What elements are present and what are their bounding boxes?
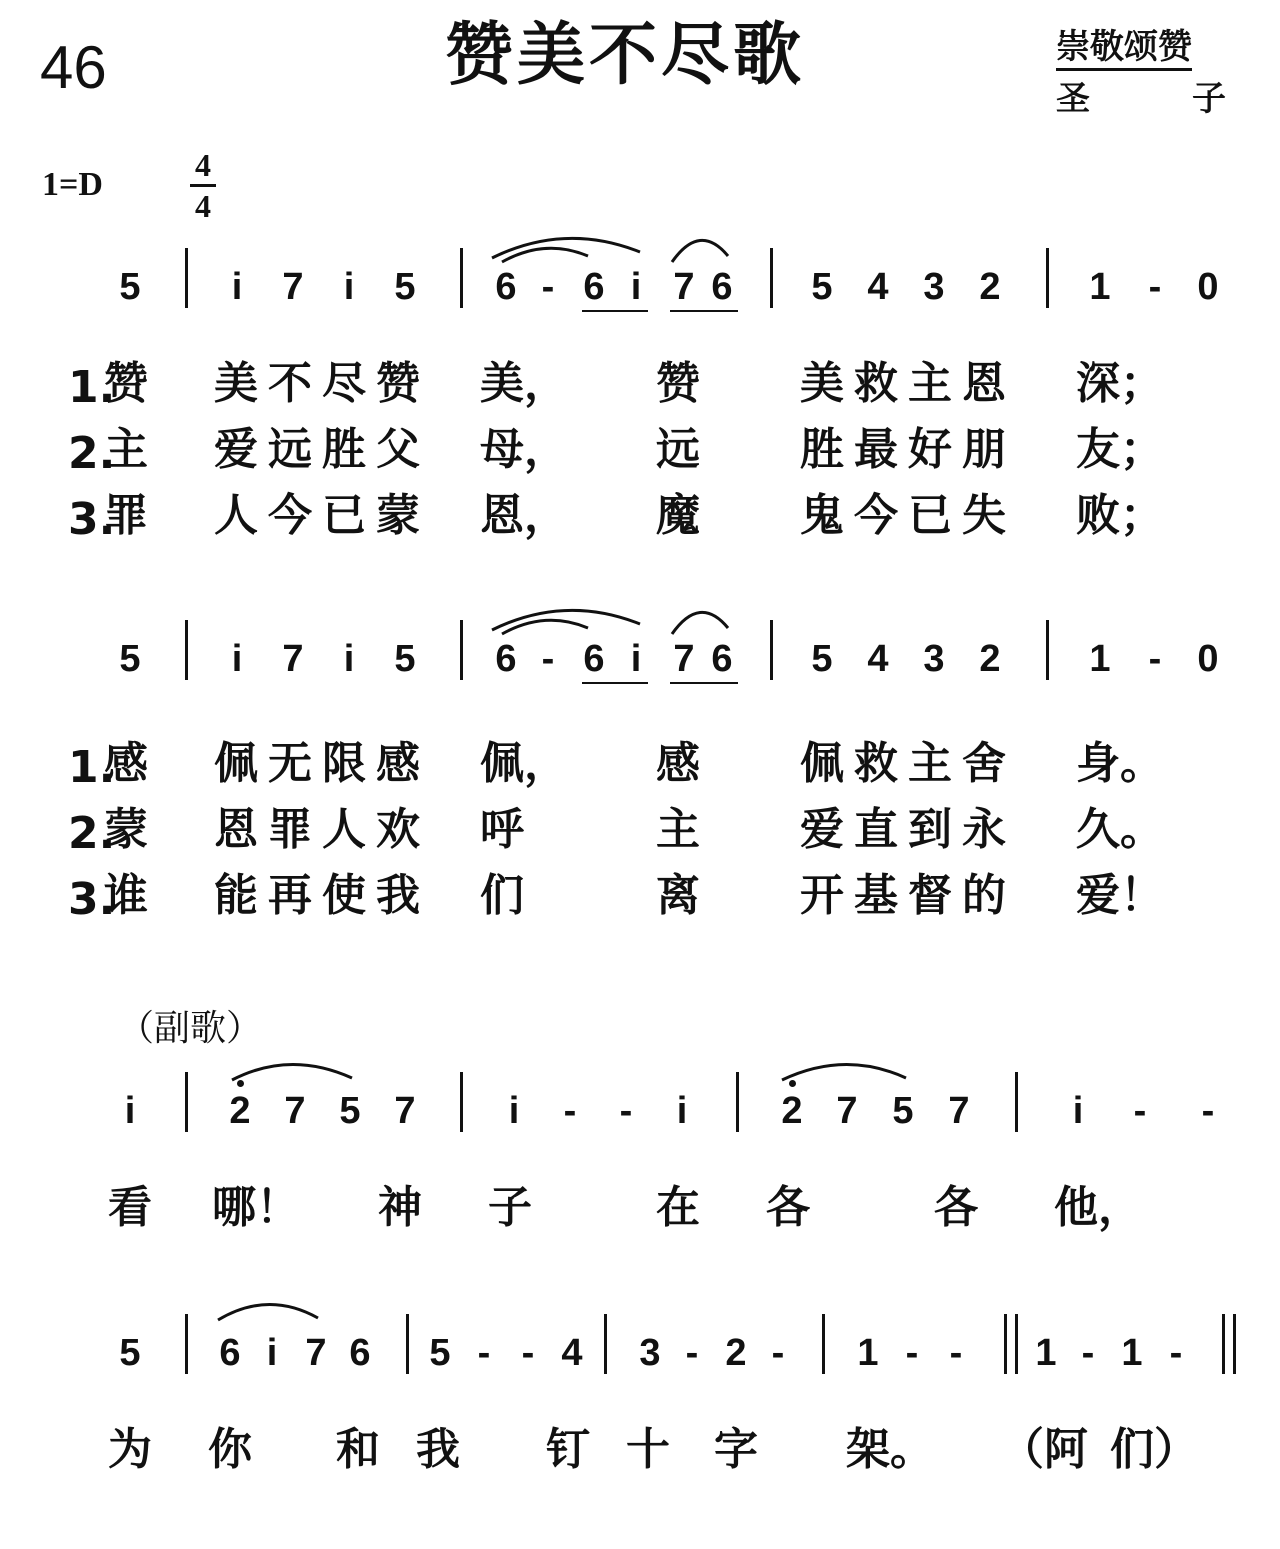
lyric-text: 美不尽赞 [214,358,430,409]
dash-note [1139,640,1171,678]
note-text: i [343,638,355,680]
note-text: i [508,1090,520,1132]
beam-underline [670,310,738,312]
verse-number: 1. [68,362,116,413]
note-text: i [231,638,243,680]
note-text: 2 [229,1090,251,1132]
note-text: 6 [495,266,517,308]
note-text: i [1072,1090,1084,1132]
note-text: 6 [583,638,605,680]
note-text: 5 [892,1090,914,1132]
note-text: i [124,1090,136,1132]
note-text: 5 [811,266,833,308]
barline [736,1072,739,1132]
note [666,1092,698,1130]
beam-underline [582,682,648,684]
note-text: 0 [1197,638,1219,680]
page-number: 46 [40,34,107,101]
note-text: 1 [1121,1332,1143,1374]
verse-number: 2. [68,808,116,859]
chorus-lyric: 你 [208,1424,252,1475]
dash-note [1072,1334,1104,1372]
note [1084,268,1116,306]
note-text: i [630,638,642,680]
note [634,1334,666,1372]
lyric-text: 赞 [656,358,700,409]
chorus-lyric: 子 [488,1182,532,1233]
slur [672,240,728,262]
note [918,268,950,306]
lyric-text: 久。 [1076,804,1164,855]
lyric-text: 恩罪人欢 [214,804,430,855]
verse-number: 2. [68,428,116,479]
dash-note [532,268,564,306]
note [333,640,365,678]
note [389,1092,421,1130]
note [1030,1334,1062,1372]
chorus-lyric: 看 [108,1182,152,1233]
note [578,268,610,306]
lyric-text: 佩救主舍 [800,738,1016,789]
note [424,1334,456,1372]
lyric-text: 蒙 [104,804,148,855]
chorus-lyric: 各 [766,1182,810,1233]
dash-note [610,1092,642,1130]
chorus-lyric: 为 [108,1424,152,1475]
lyric-text: 魔 [656,490,700,541]
barline [460,1072,463,1132]
note [344,1334,376,1372]
note-text: 7 [282,638,304,680]
slur [492,610,640,630]
note-text: 5 [339,1090,361,1132]
note [1116,1334,1148,1372]
note [943,1092,975,1130]
dash-note [1160,1334,1192,1372]
note-text: 2 [979,266,1001,308]
barline [604,1314,607,1374]
note [333,268,365,306]
lyric-text: 赞 [104,358,148,409]
note-text: 3 [923,266,945,308]
note [776,1092,808,1130]
note [1084,640,1116,678]
lyric-text: 母， [480,424,568,475]
note [389,268,421,306]
barline [406,1314,409,1374]
note [668,268,700,306]
slur [492,238,640,258]
note-text: 5 [119,266,141,308]
note-text: 2 [781,1090,803,1132]
note-text: 6 [711,638,733,680]
barline [770,620,773,680]
note-text: - [1201,1090,1215,1132]
note [620,268,652,306]
note-text: 7 [673,638,695,680]
note-text: - [541,266,555,308]
time-signature [188,146,218,225]
note [720,1334,752,1372]
note [300,1334,332,1372]
lyric-text: 败； [1076,490,1164,541]
note [389,640,421,678]
chorus-lyric: 钉 [546,1424,590,1475]
octave-dot [789,1080,796,1087]
slur [502,248,588,262]
lyric-text: 爱！ [1076,870,1164,921]
dash-note [554,1092,586,1130]
note-text: i [676,1090,688,1132]
note-text: 4 [867,266,889,308]
slur [782,1064,906,1080]
note-text: 3 [923,638,945,680]
note [114,1334,146,1372]
beam-underline [582,310,648,312]
note-text: 7 [282,266,304,308]
note-text: i [231,266,243,308]
lyric-text: 恩， [480,490,568,541]
note-text: 2 [979,638,1001,680]
lyric-text: 远 [656,424,700,475]
lyric-text: 美， [480,358,568,409]
note [887,1092,919,1130]
note-text: 5 [429,1332,451,1374]
note [668,640,700,678]
note-text: - [949,1332,963,1374]
lyric-text: 佩， [480,738,568,789]
note [114,640,146,678]
note-text: - [619,1090,633,1132]
chorus-lyric: 哪！ [212,1182,300,1233]
barline [822,1314,825,1374]
note [806,640,838,678]
slur [232,1064,352,1080]
note-text: i [266,1332,278,1374]
lyric-text: 友； [1076,424,1164,475]
chorus-lyric: （阿 [1000,1424,1088,1475]
note-text: - [685,1332,699,1374]
note-text: 0 [1197,266,1219,308]
note [498,1092,530,1130]
barline [770,248,773,308]
note-text: 4 [561,1332,583,1374]
barline [1015,1072,1018,1132]
chorus-label: （副歌） [118,1008,263,1049]
note-text: 6 [349,1332,371,1374]
note [1192,640,1224,678]
note-text: - [905,1332,919,1374]
time-signature-top: 4 [195,147,211,183]
chorus-lyric: 架。 [846,1424,934,1475]
note [334,1092,366,1130]
note [221,268,253,306]
note [862,268,894,306]
note [831,1092,863,1130]
lyric-text: 感 [104,738,148,789]
note [706,640,738,678]
lyric-text: 们 [480,870,524,921]
dash-note [468,1334,500,1372]
lyric-text: 胜最好朋 [800,424,1016,475]
note [974,268,1006,306]
lyric-text: 身。 [1076,738,1164,789]
dash-note [940,1334,972,1372]
note [706,268,738,306]
lyric-text: 爱远胜父 [214,424,430,475]
barline [460,620,463,680]
note [918,640,950,678]
note-text: - [771,1332,785,1374]
note [214,1334,246,1372]
barline [1046,248,1049,308]
lyric-text: 佩无限感 [214,738,430,789]
lyric-text: 开基督的 [800,870,1016,921]
double-barline [1004,1314,1018,1374]
note-text: 5 [394,638,416,680]
author-char-2: 子 [1192,79,1226,119]
chorus-lyric: 他， [1054,1182,1142,1233]
note-text: - [1081,1332,1095,1374]
lyric-text: 呼 [480,804,524,855]
chorus-lyric: 在 [656,1182,700,1233]
verse-number: 3. [68,874,116,925]
note-text: 7 [305,1332,327,1374]
lyric-text: 罪 [104,490,148,541]
dash-note [532,640,564,678]
note-text: 2 [725,1332,747,1374]
note-text: 5 [811,638,833,680]
note [490,640,522,678]
double-barline [1222,1314,1236,1374]
barline [185,248,188,308]
chorus-lyric: 和 [336,1424,380,1475]
note [277,640,309,678]
note-text: 5 [119,638,141,680]
note [806,268,838,306]
note [852,1334,884,1372]
note-text: 7 [394,1090,416,1132]
note-text: - [1148,638,1162,680]
note-text: i [343,266,355,308]
note [224,1092,256,1130]
time-signature-bottom: 4 [195,188,211,224]
chorus-lyric: 各 [934,1182,978,1233]
lyric-text: 主 [104,424,148,475]
note-text: 5 [119,1332,141,1374]
lyric-text: 深； [1076,358,1164,409]
dash-note [1192,1092,1224,1130]
octave-dot [237,1080,244,1087]
chorus-lyric: 字 [714,1424,758,1475]
note-text: - [1133,1090,1147,1132]
chorus-lyric: 我 [416,1424,460,1475]
note [256,1334,288,1372]
author-name [1056,79,1226,119]
lyric-text: 谁 [104,870,148,921]
author-char-1: 圣 [1056,79,1090,119]
category-label: 崇敬颂赞 [1056,30,1192,71]
note [974,640,1006,678]
note-text: 3 [639,1332,661,1374]
verse-number: 3. [68,494,116,545]
note-text: - [1148,266,1162,308]
lyric-text: 爱直到永 [800,804,1016,855]
barline [185,1072,188,1132]
chorus-lyric: 们） [1110,1424,1198,1475]
song-title: 赞美不尽歌 [445,16,806,95]
lyric-text: 能再使我 [214,870,430,921]
lyric-text: 主 [656,804,700,855]
lyric-text: 鬼今已失 [800,490,1016,541]
note [578,640,610,678]
dash-note [512,1334,544,1372]
note [620,640,652,678]
note-text: 4 [867,638,889,680]
lyric-text: 感 [656,738,700,789]
chorus-lyric: 神 [378,1182,422,1233]
note [862,640,894,678]
dash-note [676,1334,708,1372]
note [114,268,146,306]
note [114,1092,146,1130]
barline [1046,620,1049,680]
note-text: 5 [394,266,416,308]
barline [185,620,188,680]
note-text: - [477,1332,491,1374]
note-text: i [630,266,642,308]
note-text: 1 [1035,1332,1057,1374]
barline [460,248,463,308]
note-text: 1 [857,1332,879,1374]
note-text: 6 [495,638,517,680]
note [490,268,522,306]
barline [185,1314,188,1374]
dash-note [896,1334,928,1372]
dash-note [762,1334,794,1372]
note-text: - [563,1090,577,1132]
note-text: 7 [284,1090,306,1132]
slur [672,612,728,634]
note [556,1334,588,1372]
note-text: 6 [711,266,733,308]
note-text: 6 [219,1332,241,1374]
note-text: - [1169,1332,1183,1374]
chorus-lyric: 十 [626,1424,670,1475]
note [277,268,309,306]
note-text: - [541,638,555,680]
note [1192,268,1224,306]
lyric-text: 美救主恩 [800,358,1016,409]
note [1062,1092,1094,1130]
verse-number: 1. [68,742,116,793]
dash-note [1124,1092,1156,1130]
note-text: 7 [948,1090,970,1132]
note-text: 6 [583,266,605,308]
note-text: 7 [673,266,695,308]
note-text: 7 [836,1090,858,1132]
dash-note [1139,268,1171,306]
note [279,1092,311,1130]
note-text: 1 [1089,638,1111,680]
note-text: 1 [1089,266,1111,308]
note [221,640,253,678]
slur [502,620,588,634]
key-signature: 1=D [42,166,103,203]
beam-underline [670,682,738,684]
lyric-text: 离 [656,870,700,921]
slur [218,1304,318,1320]
lyric-text: 人今已蒙 [214,490,430,541]
note-text: - [521,1332,535,1374]
